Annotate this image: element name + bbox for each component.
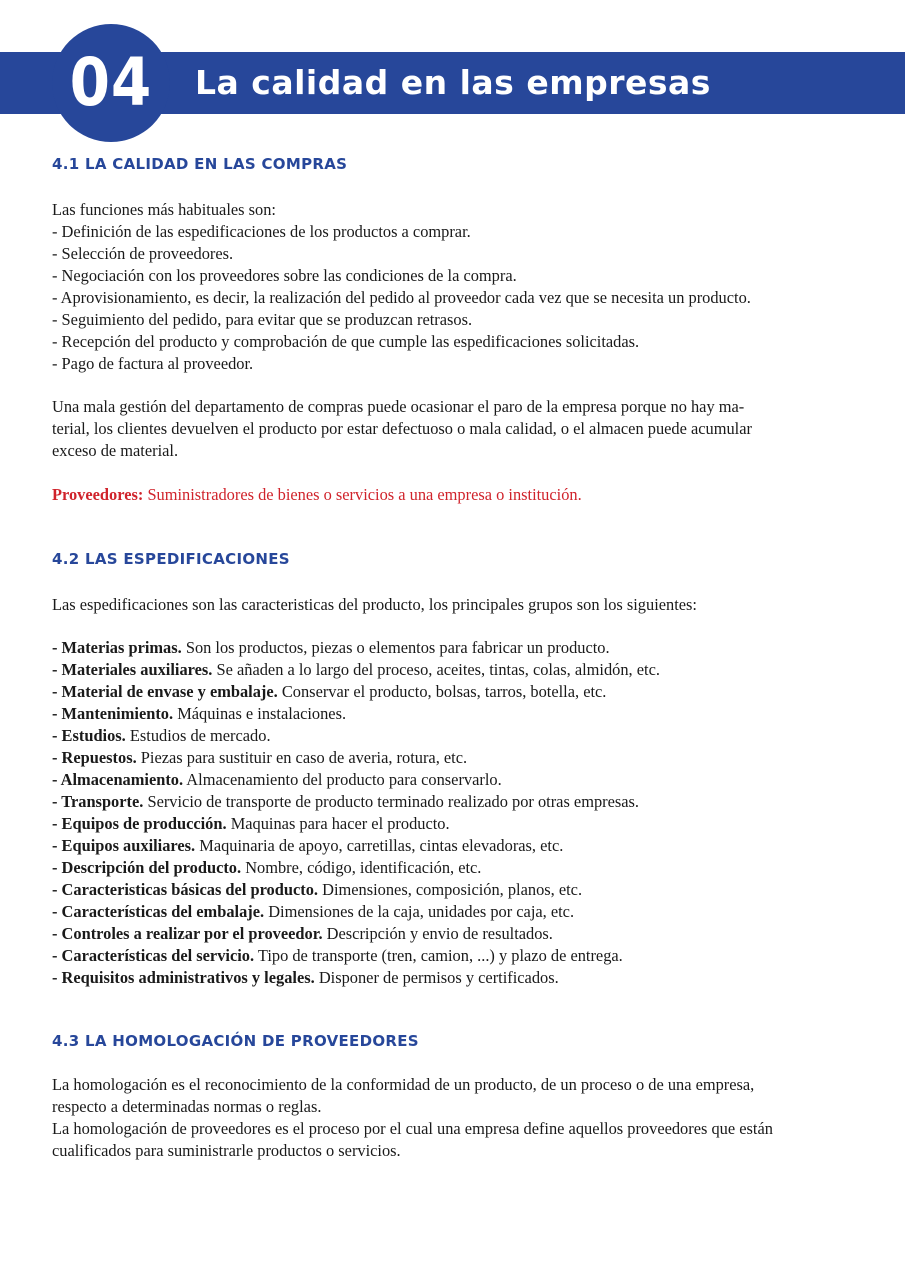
item-term: - Material de envase y embalaje. (52, 682, 278, 701)
list-item (52, 703, 862, 725)
list-item (52, 967, 862, 989)
item-desc: Descripción y envio de resultados. (322, 924, 553, 943)
item-term: - Materiales auxiliares. (52, 660, 213, 679)
list-item (52, 747, 862, 769)
list-item (52, 769, 862, 791)
paragraph-line: La homologación de proveedores es el proceso por el cual una empresa define aquellos proveedores que están (52, 1119, 773, 1138)
chapter-badge (52, 24, 170, 142)
item-desc: Servicio de transporte de producto terminado realizado por otras empresas. (143, 792, 639, 811)
list-item (52, 923, 862, 945)
list-item (52, 813, 862, 835)
item-term: - Caracteristicas básicas del producto. (52, 880, 319, 899)
item-term: - Materias primas. (52, 638, 182, 657)
item-term: - Requisitos administrativos y legales. (52, 968, 315, 987)
item-desc: Son los productos, piezas o elementos para fabricar un producto. (181, 638, 610, 657)
paragraph-line: La homologación es el reconocimiento de la conformidad de un producto, de un proceso o de una empresa, (52, 1075, 755, 1094)
item-term: - Transporte. (52, 792, 144, 811)
list-item: - Recepción del producto y comprobación de que cumple las espedificaciones solicitadas. (52, 332, 640, 351)
list-item (52, 659, 862, 681)
paragraph-line: respecto a determinadas normas o reglas. (52, 1097, 322, 1116)
item-term: - Equipos auxiliares. (52, 836, 196, 855)
item-desc: Piezas para sustituir en caso de averia, rotura, etc. (136, 748, 468, 767)
item-desc: Almacenamiento del producto para conservarlo. (183, 770, 502, 789)
paragraph-line: exceso de material. (52, 441, 179, 460)
item-term: - Equipos de producción. (52, 814, 227, 833)
item-desc: Dimensiones de la caja, unidades por caja, etc. (264, 902, 575, 921)
list-item: - Aprovisionamiento, es decir, la realización del pedido al proveedor cada vez que se necesita un producto. (52, 288, 751, 307)
list-item (52, 791, 862, 813)
list-item (52, 945, 862, 967)
paragraph-line: cualificados para suministrarle productos o servicios. (52, 1141, 401, 1160)
item-desc: Nombre, código, identificación, etc. (241, 858, 482, 877)
item-desc: Maquinas para hacer el producto. (226, 814, 450, 833)
definition-line (52, 484, 862, 506)
item-desc: Conservar el producto, bolsas, tarros, botella, etc. (277, 682, 607, 701)
paragraph-line: Una mala gestión del departamento de compras puede ocasionar el paro de la empresa porque no hay ma- (52, 397, 745, 416)
list-item (52, 725, 862, 747)
item-desc: Maquinaria de apoyo, carretillas, cintas elevadoras, etc. (195, 836, 564, 855)
homologation-paragraph (52, 1074, 862, 1162)
item-term: - Mantenimiento. (52, 704, 174, 723)
purchasing-paragraph (52, 396, 862, 462)
specifications-intro-text: Las espedificaciones son las caracteristicas del producto, los principales grupos son los siguientes: (52, 595, 697, 614)
list-item (52, 835, 862, 857)
definition-text: Suministradores de bienes o servicios a una empresa o institución. (143, 485, 582, 504)
item-desc: Dimensiones, composición, planos, etc. (318, 880, 583, 899)
item-term: - Estudios. (52, 726, 126, 745)
functions-intro: Las funciones más habituales son: (52, 200, 276, 219)
item-term: - Características del embalaje. (52, 902, 265, 921)
item-desc: Disponer de permisos y certificados. (314, 968, 559, 987)
item-term: - Repuestos. (52, 748, 137, 767)
item-term: - Controles a realizar por el proveedor. (52, 924, 323, 943)
item-desc: Máquinas e instalaciones. (173, 704, 347, 723)
item-desc: Estudios de mercado. (125, 726, 271, 745)
supplier-definition (52, 484, 862, 506)
list-item (52, 857, 862, 879)
item-term: - Almacenamiento. (52, 770, 184, 789)
list-item (52, 879, 862, 901)
list-item (52, 637, 862, 659)
item-desc: Se añaden a lo largo del proceso, aceites, tintas, colas, almidón, etc. (212, 660, 660, 679)
item-desc: Tipo de transporte (tren, camion, ...) y plazo de entrega. (254, 946, 623, 965)
list-item: - Pago de factura al proveedor. (52, 354, 254, 373)
specifications-list (52, 637, 862, 989)
chapter-title: La calidad en las empresas (195, 63, 711, 102)
item-term: - Descripción del producto. (52, 858, 242, 877)
list-item: - Selección de proveedores. (52, 244, 234, 263)
list-item: - Definición de las espedificaciones de los productos a comprar. (52, 222, 471, 241)
list-item (52, 681, 862, 703)
paragraph-line: terial, los clientes devuelven el producto por estar defectuoso o mala calidad, o el almacen puede acumular (52, 419, 752, 438)
list-item (52, 901, 862, 923)
list-item: - Negociación con los proveedores sobre las condiciones de la compra. (52, 266, 517, 285)
specifications-intro (52, 594, 862, 616)
functions-list (52, 199, 862, 375)
section-heading-4-1: 4.1 LA CALIDAD EN LAS COMPRAS (52, 155, 348, 173)
list-item: - Seguimiento del pedido, para evitar que se produzcan retrasos. (52, 310, 473, 329)
section-heading-4-2: 4.2 LAS ESPEDIFICACIONES (52, 550, 290, 568)
definition-term: Proveedores: (52, 485, 144, 504)
chapter-number: 04 (69, 44, 153, 121)
section-heading-4-3: 4.3 LA HOMOLOGACIÓN DE PROVEEDORES (52, 1032, 419, 1050)
item-term: - Características del servicio. (52, 946, 255, 965)
